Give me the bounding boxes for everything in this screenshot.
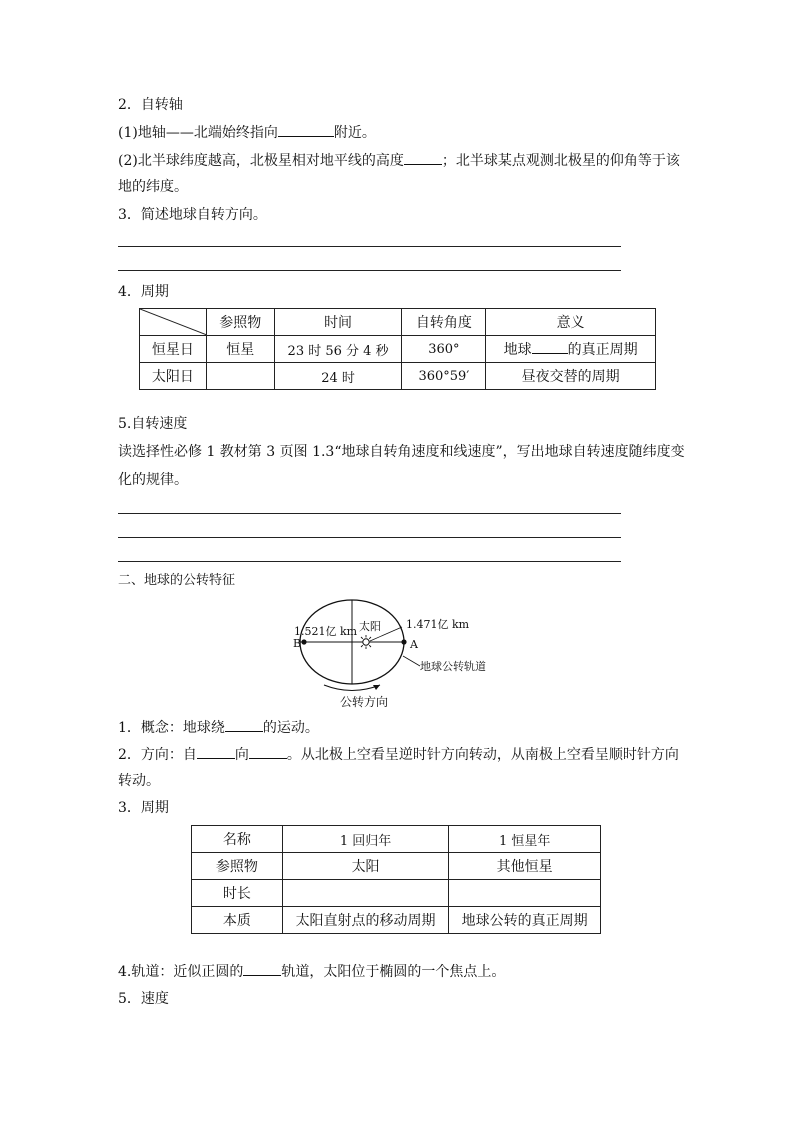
- table-cell: 太阳直射点的移动周期: [282, 907, 449, 934]
- table-cell: 自转角度: [402, 309, 486, 336]
- concept-pre: 1．概念：地球绕: [118, 720, 225, 736]
- answer-line[interactable]: [118, 270, 621, 271]
- orbit-diagram: [280, 592, 530, 710]
- table-cell: 1 回归年: [282, 826, 449, 853]
- axis-item-2-post: ；北半球某点观测北极星的仰角等于该: [441, 153, 680, 169]
- answer-blank[interactable]: [249, 745, 287, 759]
- table-cell: 名称: [192, 826, 283, 853]
- direction-cont: 转动。: [118, 773, 160, 789]
- speed-text-2: 化的规律。: [118, 472, 188, 488]
- answer-blank[interactable]: [404, 151, 442, 165]
- axis-item-2-cont: 地的纬度。: [118, 179, 188, 195]
- label-near-distance: 1.471亿 km: [406, 618, 470, 631]
- direction-heading: 3．简述地球自转方向。: [118, 207, 267, 223]
- axis-heading: 2．自转轴: [118, 97, 183, 113]
- table-cell: 恒星: [206, 336, 274, 363]
- table-cell: 参照物: [192, 853, 283, 880]
- table-row: [140, 309, 656, 336]
- table-cell: 恒星日: [140, 336, 207, 363]
- section-heading: 二、地球的公转特征: [118, 573, 236, 588]
- table-cell: 昼夜交替的周期: [486, 363, 656, 390]
- table-row: [192, 853, 601, 880]
- answer-line[interactable]: [118, 246, 621, 247]
- answer-blank[interactable]: [225, 718, 263, 732]
- table-cell: 23 时 56 分 4 秒: [274, 336, 402, 363]
- orbit-post: 轨道，太阳位于椭圆的一个焦点上。: [281, 964, 506, 980]
- revolution-period-heading: 3．周期: [118, 800, 169, 816]
- table-cell: [486, 336, 656, 363]
- label-direction: 公转方向: [340, 695, 389, 709]
- point-a-dot: [401, 639, 406, 644]
- answer-line[interactable]: [118, 561, 621, 562]
- direction-post: 。从北极上空看呈逆时针方向转动，从南极上空看呈顺时针方向: [286, 747, 679, 763]
- table-cell: 太阳日: [140, 363, 207, 390]
- axis-item-2: [118, 151, 680, 170]
- table-cell: 1 恒星年: [449, 826, 601, 853]
- orbit-line: [118, 962, 505, 981]
- label-far-distance: 1.521亿 km: [294, 625, 358, 638]
- table-cell: 360°59′: [402, 363, 486, 390]
- table-cell: 时间: [274, 309, 402, 336]
- answer-blank[interactable]: [278, 123, 334, 137]
- revolution-period-table: [191, 825, 601, 934]
- axis-item-1: [118, 123, 376, 142]
- table-cell: 意义: [486, 309, 656, 336]
- table-cell: 太阳: [282, 853, 449, 880]
- direction-pre: 2．方向：自: [118, 747, 197, 763]
- speed-heading: 5.自转速度: [118, 416, 188, 432]
- table-cell[interactable]: [282, 880, 449, 907]
- table-cell: 时长: [192, 880, 283, 907]
- table-row: [192, 880, 601, 907]
- revolution-speed-heading: 5．速度: [118, 991, 169, 1007]
- table-cell: 360°: [402, 336, 486, 363]
- label-point-b: B: [293, 637, 302, 650]
- table-row: [140, 336, 656, 363]
- concept-post: 的运动。: [262, 720, 319, 736]
- label-point-a: A: [410, 638, 418, 651]
- direction-arrow-icon: [324, 685, 380, 691]
- axis-item-2-pre: (2)北半球纬度越高，北极星相对地平线的高度: [118, 153, 404, 169]
- orbit-pre: 4.轨道：近似正圆的: [118, 964, 244, 980]
- sun-icon: [359, 635, 373, 649]
- rotation-period-table: [139, 308, 656, 390]
- concept-line: [118, 718, 319, 737]
- label-orbit: 地球公转轨道: [420, 660, 486, 673]
- table-row: [140, 363, 656, 390]
- answer-blank[interactable]: [197, 745, 235, 759]
- cell-text-pre: 地球: [503, 342, 532, 358]
- label-sun: 太阳: [359, 620, 381, 633]
- direction-line: [118, 745, 679, 764]
- table-row: [192, 907, 601, 934]
- axis-item-1-post: 附近。: [333, 125, 376, 141]
- table-cell[interactable]: [449, 880, 601, 907]
- diagonal-line: [140, 309, 207, 335]
- table-cell[interactable]: [206, 363, 274, 390]
- point-b-dot: [301, 639, 306, 644]
- table-row: [192, 826, 601, 853]
- cell-text-post: 的真正周期: [567, 342, 638, 358]
- table-cell: 其他恒星: [449, 853, 601, 880]
- axis-item-1-pre: (1)地轴——北端始终指向: [118, 125, 278, 141]
- answer-line[interactable]: [118, 513, 621, 514]
- table-cell: 24 时: [274, 363, 402, 390]
- orbit-label-leader: [403, 656, 420, 666]
- period-heading: 4．周期: [118, 284, 169, 300]
- speed-text-1: 读选择性必修 1 教材第 3 页图 1.3“地球自转角速度和线速度”，写出地球自转速度随纬度变: [118, 444, 685, 460]
- answer-blank[interactable]: [532, 340, 568, 354]
- answer-line[interactable]: [118, 537, 621, 538]
- direction-mid: 向: [234, 747, 249, 763]
- table-cell: 本质: [192, 907, 283, 934]
- table-cell: 地球公转的真正周期: [449, 907, 601, 934]
- answer-blank[interactable]: [243, 962, 281, 976]
- diagonal-header-cell: [140, 309, 207, 336]
- table-cell: 参照物: [206, 309, 274, 336]
